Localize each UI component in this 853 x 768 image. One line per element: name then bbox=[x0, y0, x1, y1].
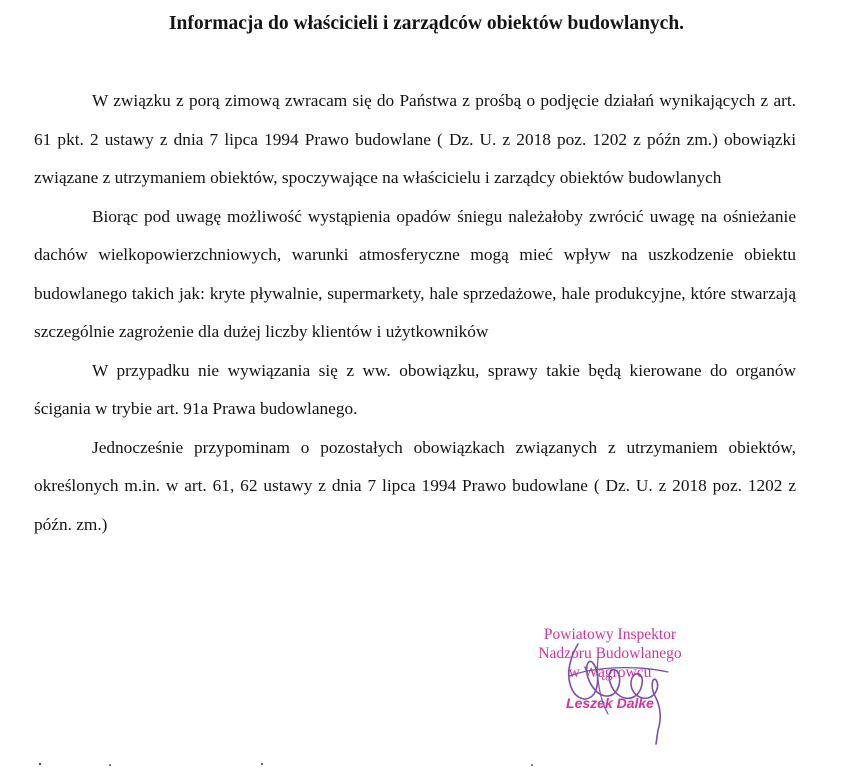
document-title: Informacja do właścicieli i zarządców obiektów budowlanych. bbox=[168, 13, 685, 34]
handwritten-signature bbox=[500, 618, 720, 748]
signature-stroke-tail bbox=[597, 658, 608, 714]
paragraph-1: W związku z porą zimową zwracam się do Państwa z prośbą o podjęcie działań wynikających z art. 61 pkt. 2 ustawy z dnia 7 lipca 1994 Prawo budowlane ( Dz. U. z 2018 poz. 1202 z późn zm.) obowiązki związane z utrzymaniem obiektów, spoczywające na właścicielu i zarządcy obiektów budowlanych bbox=[34, 91, 796, 187]
paragraph-2: Biorąc pod uwagę możliwość wystąpienia opadów śniegu należałoby zwrócić uwagę na ośnieżanie dachów wielkopowierzchniowych, warunki atmosferyczne mogą mieć wpływ na uszkodzenie obiektu budowlanego takich jak: kryte pływalnie, supermarkety, hale sprzedażowe, hale produkcyjne, które stwarzają szczególnie zagrożenie dla dużej liczby klientów i użytkowników bbox=[34, 206, 796, 341]
signature-stroke-main bbox=[569, 644, 660, 744]
stamp-authority-line: Nadzoru Budowlanego bbox=[538, 645, 682, 662]
paragraph-4: Jednocześnie przypominam o pozostałych obowiązkach związanych z utrzymaniem obiektów, określonych m.in. w art. 61, 62 ustawy z dnia 7 lipca 1994 Prawo budowlane ( Dz. U. z 2018 poz. 1202 z późn. zm.) bbox=[34, 437, 796, 534]
stamp-signatory-name: Leszek Dalke bbox=[566, 695, 654, 711]
bottom-scan-marks bbox=[0, 758, 853, 768]
document-body bbox=[34, 82, 796, 544]
paragraph-3: W przypadku nie wywiązania się z ww. obowiązku, sprawy takie będą kierowane do organów ścigania w trybie art. 91a Prawa budowlanego. bbox=[34, 360, 796, 418]
stamp-office-line: Powiatowy Inspektor bbox=[543, 626, 677, 643]
official-stamp bbox=[500, 618, 720, 748]
stamp-location-line: w Wągrowcu bbox=[568, 664, 652, 681]
